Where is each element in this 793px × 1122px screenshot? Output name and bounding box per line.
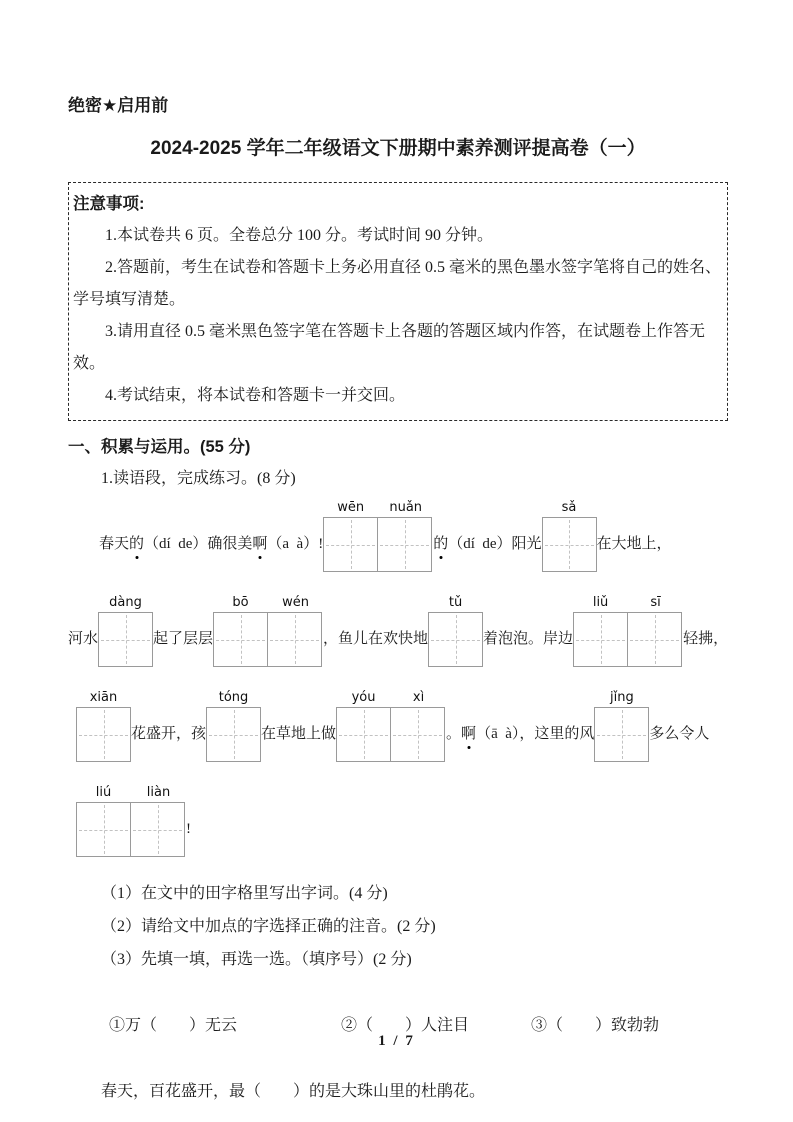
text-run: 在草地上做 [261,726,337,742]
pinyin-row [76,687,131,707]
passage-row [68,497,728,572]
text-run: 轻拂， [683,631,729,647]
question1-stem: 1.读语段，完成练习。(8 分) [101,470,296,487]
grid-cell [76,802,131,857]
grid-center-horizontal-dash [545,545,594,546]
grid-center-horizontal-dash [339,735,388,736]
grid-cell [213,612,268,667]
text-run: ! [186,821,191,837]
grid-cell-row [213,612,323,667]
text-run: 花盛开，孩 [131,726,207,742]
idiom-option-3: ③（ ）致勃勃 [531,1017,660,1034]
grid-center-horizontal-dash [79,735,128,736]
pinyin-label: liǔ [592,595,609,610]
grid-cell [391,707,445,762]
tianzige-grid [542,497,597,572]
grid-cell-row [76,802,186,857]
pinyin-row [542,497,597,517]
text-run: 着泡泡。岸边 [483,631,574,647]
grid-cell [573,612,628,667]
subquestion-1: （1）在文中的田字格里写出字词。(4 分) [101,885,388,902]
subquestion-2: （2）请给文中加点的字选择正确的注音。(2 分) [101,918,436,935]
pinyin-label: tǔ [448,595,463,610]
pinyin-label: tóng [218,690,249,705]
subquestions [68,877,728,976]
tianzige-grid [428,592,483,667]
pinyin-label: bō [232,595,249,610]
dotted-char: 啊 [461,707,476,762]
dotted-char: 的 [433,517,448,572]
grid-cell-row [206,707,261,762]
pinyin-row [76,782,186,802]
notice-item: 2.答题前，考生在试卷和答题卡上务必用直径 0.5 毫米的黑色墨水签字笔将自己的姓名、学号填写清楚。 [73,259,722,308]
grid-cell [378,517,432,572]
text-run: 在大地上， [596,536,672,552]
grid-cell [628,612,682,667]
pinyin-row [213,592,323,612]
tianzige-grid [76,687,131,762]
pinyin-label: jǐng [610,690,634,705]
passage [68,497,728,857]
grid-cell [206,707,261,762]
text-run: ，鱼儿在欢快地 [323,631,429,647]
tianzige-grid [573,592,683,667]
text-run: （dí de）确很美 [144,536,253,552]
exam-title: 2024-2025 学年二年级语文下册期中素养测评提高卷（一） [150,138,646,159]
grid-cell [268,612,322,667]
tianzige-grid [76,782,186,857]
grid-center-horizontal-dash [326,545,375,546]
grid-center-horizontal-dash [576,640,625,641]
idiom-options-row [68,976,728,1075]
grid-center-horizontal-dash [270,640,319,641]
idiom-option-2: ②（ ）人注目 [341,1017,470,1034]
grid-cell [98,612,153,667]
text-run: 。 [446,726,462,742]
pinyin-label: sǎ [561,500,577,515]
text-run: 多么令人 [649,726,710,742]
grid-center-horizontal-dash [216,640,265,641]
grid-center-horizontal-dash [79,830,128,831]
grid-cell-row [594,707,649,762]
notice-item: 1.本试卷共 6 页。全卷总分 100 分。考试时间 90 分钟。 [105,227,494,244]
grid-center-horizontal-dash [431,640,480,641]
text-run: 春天 [99,536,130,552]
grid-center-horizontal-dash [209,735,258,736]
pinyin-label: wēn [337,500,365,515]
grid-cell [131,802,185,857]
grid-center-horizontal-dash [133,830,182,831]
tianzige-grid [98,592,153,667]
classification-label: 绝密★启用前 [68,96,169,115]
notice-heading: 注意事项: [73,195,145,213]
grid-cell [76,707,131,762]
pinyin-row [206,687,261,707]
grid-cell [542,517,597,572]
grid-cell [336,707,391,762]
tianzige-grid [323,497,433,572]
notice-item: 4.考试结束，将本试卷和答题卡一并交回。 [105,387,406,404]
text-run: （dí de）阳光 [448,536,542,552]
pinyin-label: liàn [146,785,171,800]
text-run: （a à）! [267,536,324,552]
pinyin-label: xì [412,690,425,705]
section-heading: 一、积累与运用。(55 分) [68,438,251,456]
grid-cell [594,707,649,762]
pinyin-label: nuǎn [389,500,423,515]
passage-row [68,592,728,667]
text-run: 起了层层 [153,631,214,647]
text-run: 河水 [68,631,99,647]
dotted-char: 的 [129,517,144,572]
pinyin-label: wén [282,595,309,610]
grid-cell-row [76,707,131,762]
pinyin-label: yóu [351,690,376,705]
pinyin-row [573,592,683,612]
page-number: 1 / 7 [378,1033,415,1049]
grid-center-horizontal-dash [393,735,442,736]
grid-cell-row [98,612,153,667]
passage-row [68,782,728,857]
pinyin-label: xiān [89,690,118,705]
subquestion-3: （3）先填一填，再选一选。（填序号）(2 分) [101,951,412,968]
grid-cell [323,517,378,572]
tianzige-grid [594,687,649,762]
pinyin-label: sī [650,595,661,610]
grid-center-horizontal-dash [597,735,646,736]
grid-cell-row [542,517,597,572]
tianzige-grid [206,687,261,762]
notice-box [68,182,728,421]
notice-item: 3.请用直径 0.5 毫米黑色签字笔在答题卡上各题的答题区域内作答，在试题卷上作答无效。 [73,323,706,372]
idiom-option-1: ①万（ ）无云 [109,1017,238,1034]
tianzige-grid [213,592,323,667]
grid-cell-row [428,612,483,667]
pinyin-row [594,687,649,707]
dotted-char: 啊 [252,517,267,572]
tianzige-grid [336,687,446,762]
fill-sentence: 春天，百花盛开，最（ ）的是大珠山里的杜鹃花。 [101,1083,486,1100]
grid-cell [428,612,483,667]
grid-cell-row [573,612,683,667]
grid-cell-row [336,707,446,762]
pinyin-label: dàng [109,595,142,610]
grid-center-horizontal-dash [380,545,429,546]
pinyin-label: liú [95,785,112,800]
text-run: （ā à），这里的风 [476,726,595,742]
pinyin-row [323,497,433,517]
pinyin-row [98,592,153,612]
passage-row [68,687,728,762]
grid-center-horizontal-dash [630,640,679,641]
pinyin-row [336,687,446,707]
pinyin-row [428,592,483,612]
grid-cell-row [323,517,433,572]
grid-center-horizontal-dash [101,640,150,641]
